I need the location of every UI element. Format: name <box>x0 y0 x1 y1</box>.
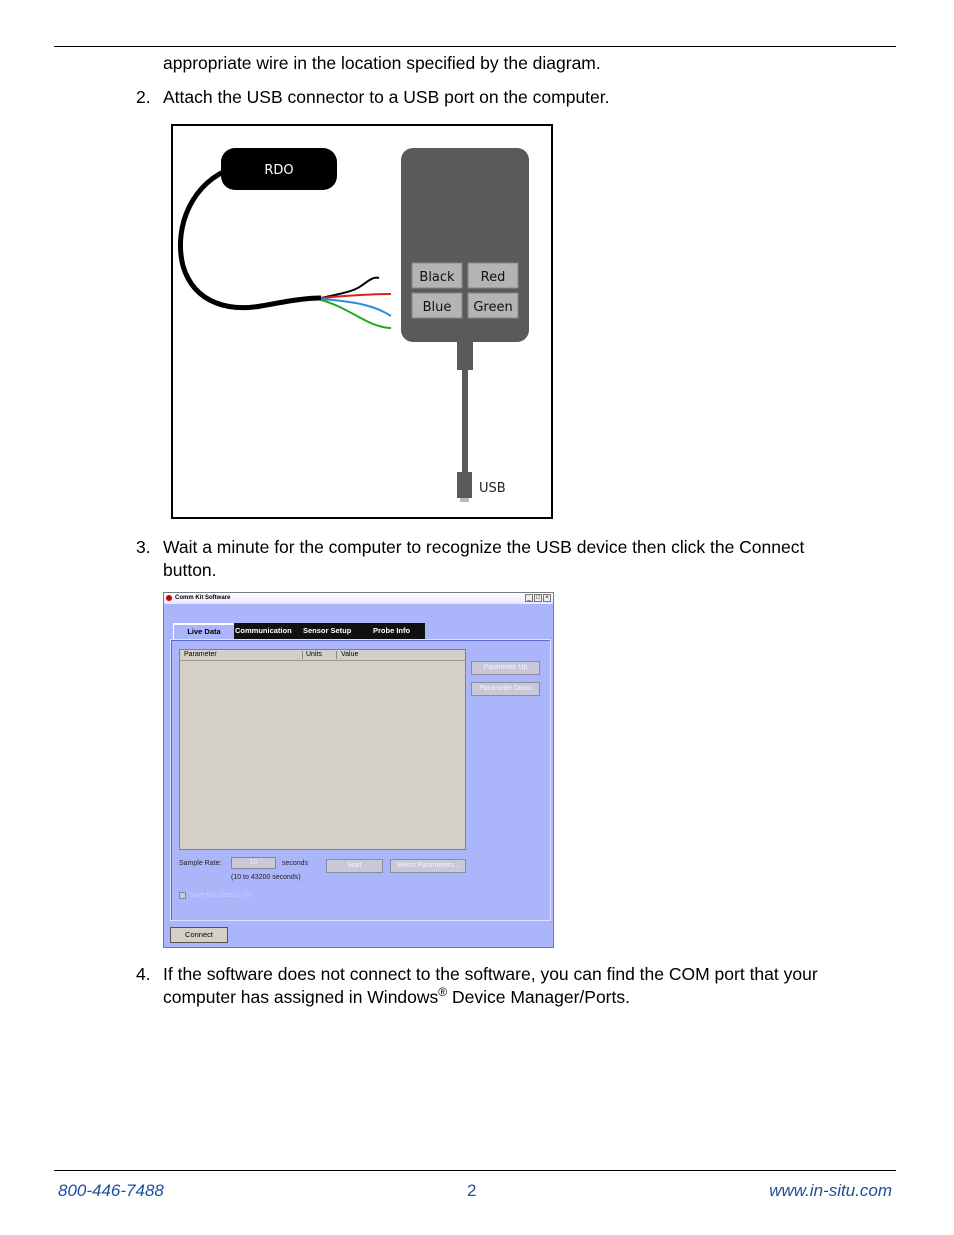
seconds-label: seconds <box>282 860 309 867</box>
header-rule <box>54 46 896 47</box>
step-2-text: Attach the USB connector to a USB port on the computer. <box>163 87 610 107</box>
tab-communication[interactable]: Communication <box>235 626 292 635</box>
save-to-file-label: Save live data to file <box>189 892 252 899</box>
step-2-number: 2. <box>136 87 151 107</box>
sample-rate-input[interactable]: 10 <box>231 857 276 869</box>
rdo-label: RDO <box>264 163 294 178</box>
step-4-line2-pre: computer has assigned in Windows <box>163 987 439 1007</box>
range-label: (10 to 43200 seconds) <box>231 874 301 881</box>
window-titlebar <box>164 593 553 604</box>
usb-label: USB <box>479 481 506 496</box>
usb-strain-relief <box>457 342 473 370</box>
step-4-line2-post: Device Manager/Ports. <box>447 987 630 1007</box>
step-3-number: 3. <box>136 537 151 557</box>
wiring-diagram <box>171 124 553 519</box>
usb-cable <box>462 370 468 474</box>
column-divider <box>302 651 303 659</box>
tab-sensor-setup[interactable]: Sensor Setup <box>303 626 352 635</box>
slot-label-black: Black <box>419 270 455 285</box>
app-icon <box>166 595 172 601</box>
footer-page-number: 2 <box>467 1181 477 1200</box>
registered-mark: ® <box>438 985 448 1000</box>
green-wire <box>321 300 391 328</box>
window-title: Comm Kit Software <box>175 595 231 601</box>
parameter-down-button[interactable]: Parameter Down <box>471 682 540 696</box>
footer-website[interactable]: www.in-situ.com <box>769 1181 892 1200</box>
column-divider <box>336 651 337 659</box>
slot-label-red: Red <box>480 270 506 285</box>
step-4-line1: If the software does not connect to the software, you can find the COM port that your <box>163 964 818 984</box>
column-value[interactable]: Value <box>341 651 359 658</box>
parameter-list[interactable] <box>179 649 466 850</box>
parameter-up-button[interactable]: Parameter Up <box>471 661 540 675</box>
sample-rate-label: Sample Rate: <box>179 860 222 867</box>
tab-live-data[interactable]: Live Data <box>173 623 234 640</box>
connect-button[interactable]: Connect <box>170 927 228 943</box>
start-button[interactable]: Start <box>326 859 383 873</box>
step-4-line2 <box>163 986 630 1009</box>
list-header <box>180 650 465 661</box>
step-3-line1: Wait a minute for the computer to recognize the USB device then click the Connect <box>163 537 805 557</box>
usb-plug <box>457 472 472 498</box>
footer-phone: 800-446-7488 <box>58 1181 164 1200</box>
save-to-file-checkbox[interactable] <box>179 892 186 899</box>
continued-text: appropriate wire in the location specified by the diagram. <box>163 53 601 73</box>
close-button[interactable]: × <box>543 594 551 602</box>
slot-label-blue: Blue <box>422 300 452 315</box>
select-parameters-button[interactable]: Select Parameters... <box>390 859 466 873</box>
tab-probe-info[interactable]: Probe Info <box>373 626 411 635</box>
footer-rule <box>54 1170 896 1171</box>
column-units[interactable]: Units <box>306 651 322 658</box>
slot-label-green: Green <box>473 300 513 315</box>
maximize-button[interactable]: □ <box>534 594 542 602</box>
column-parameter[interactable]: Parameter <box>184 651 217 658</box>
minimize-button[interactable]: _ <box>525 594 533 602</box>
blue-wire <box>321 299 391 316</box>
step-4-number: 4. <box>136 964 151 984</box>
usb-tip <box>460 498 469 502</box>
tab-bar <box>173 623 425 639</box>
step-3-line2: button. <box>163 560 217 580</box>
comm-kit-window <box>163 592 554 948</box>
